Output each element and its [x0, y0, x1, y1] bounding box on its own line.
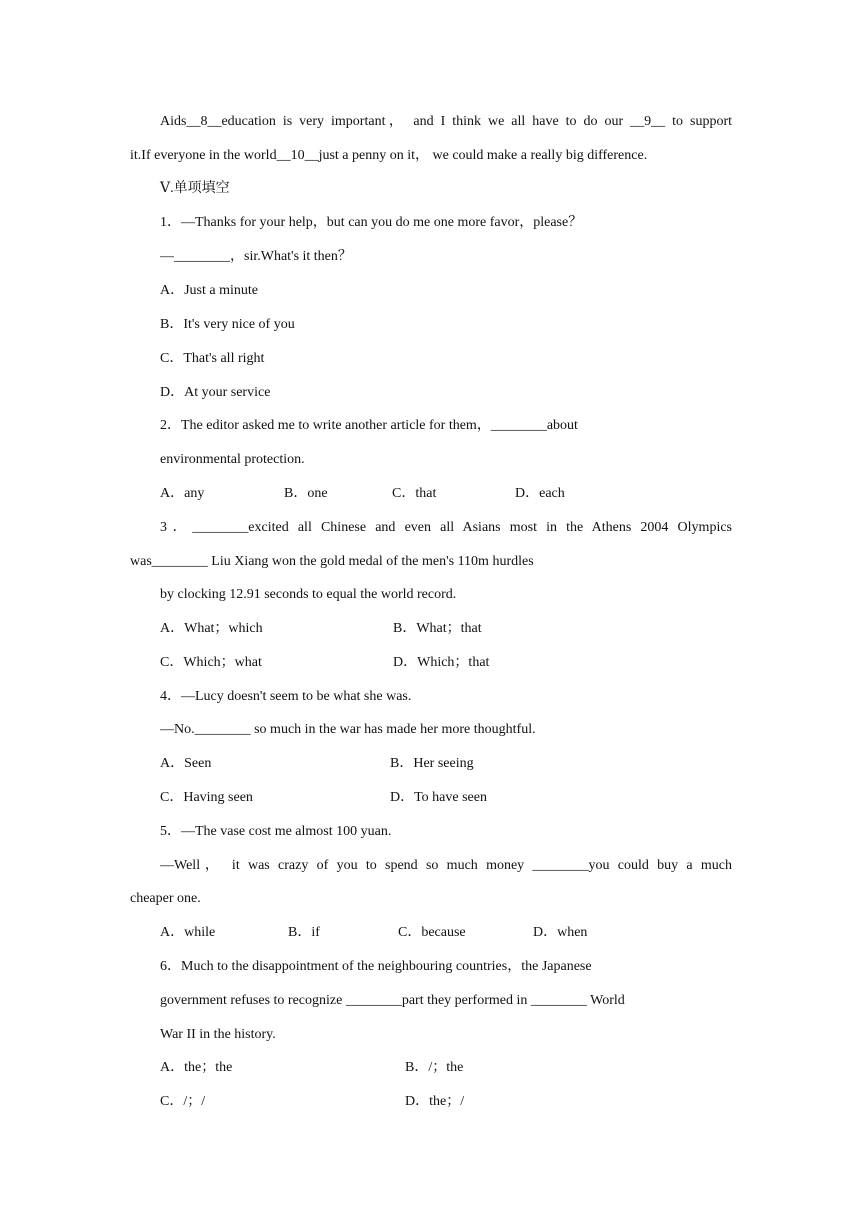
question-4-option-b: B．Her seeing — [390, 756, 474, 771]
passage-line-2: it.If everyone in the world__10__just a penny on it， we could make a really big difference. — [130, 148, 648, 163]
question-6-option-d: D．the；/ — [405, 1094, 465, 1109]
question-6-stem-line-3: War II in the history. — [160, 1027, 276, 1042]
question-1-stem: 1．—Thanks for your help，but can you do me one more favor，please？ — [160, 215, 583, 230]
question-4-option-c: C．Having seen — [160, 790, 253, 805]
question-4-option-a: A．Seen — [160, 756, 212, 771]
question-5-option-a: A．while — [160, 925, 216, 940]
question-2-option-d: D．each — [515, 486, 565, 501]
question-2-option-c: C．that — [392, 486, 437, 501]
question-3-option-c: C．Which；what — [160, 655, 262, 670]
question-2-option-a: A．any — [160, 486, 205, 501]
question-5-option-b: B．if — [288, 925, 320, 940]
question-5-option-d: D．when — [533, 925, 588, 940]
question-3-stem-line-3: by clocking 12.91 seconds to equal the world record. — [160, 587, 457, 602]
question-5-option-c: C．because — [398, 925, 466, 940]
question-4-stem-line-2: —No.________ so much in the war has made her more thoughtful. — [160, 722, 536, 737]
question-2-option-b: B．one — [284, 486, 328, 501]
question-5-stem-line-2: —Well， it was crazy of you to spend so much money ________you could buy a much — [160, 858, 732, 873]
question-2-stem: 2．The editor asked me to write another article for them，________about — [160, 418, 578, 433]
question-3-option-b: B．What；that — [393, 621, 482, 636]
question-3-option-a: A．What；which — [160, 621, 263, 636]
question-1-stem-line-2: —________，sir.What's it then？ — [160, 249, 352, 264]
question-6-option-a: A．the；the — [160, 1060, 233, 1075]
question-6-option-c: C．/；/ — [160, 1094, 206, 1109]
section-title: Ⅴ.单项填空 — [160, 181, 230, 196]
question-6-stem-line-2: government refuses to recognize ________part they performed in ________ World — [160, 993, 625, 1008]
question-3-option-d: D．Which；that — [393, 655, 490, 670]
question-5-stem-line-3: cheaper one. — [130, 891, 201, 906]
question-1-option-d: D．At your service — [160, 385, 271, 400]
question-4-stem: 4．—Lucy doesn't seem to be what she was. — [160, 689, 412, 704]
question-1-option-a: A．Just a minute — [160, 283, 258, 298]
question-3-stem: 3．________excited all Chinese and even all Asians most in the Athens 2004 Olympics — [160, 520, 732, 535]
passage-line-1: Aids__8__education is very important， and I think we all have to do our __9__ to support — [160, 114, 732, 129]
question-1-option-b: B．It's very nice of you — [160, 317, 295, 332]
question-6-option-b: B．/；the — [405, 1060, 464, 1075]
question-1-option-c: C．That's all right — [160, 351, 265, 366]
question-3-stem-line-2: was________ Liu Xiang won the gold medal of the men's 110m hurdles — [130, 554, 534, 569]
question-2-stem-line-2: environmental protection. — [160, 452, 305, 467]
question-6-stem: 6．Much to the disappointment of the neighbouring countries，the Japanese — [160, 959, 592, 974]
question-5-stem: 5．—The vase cost me almost 100 yuan. — [160, 824, 392, 839]
question-4-option-d: D．To have seen — [390, 790, 487, 805]
